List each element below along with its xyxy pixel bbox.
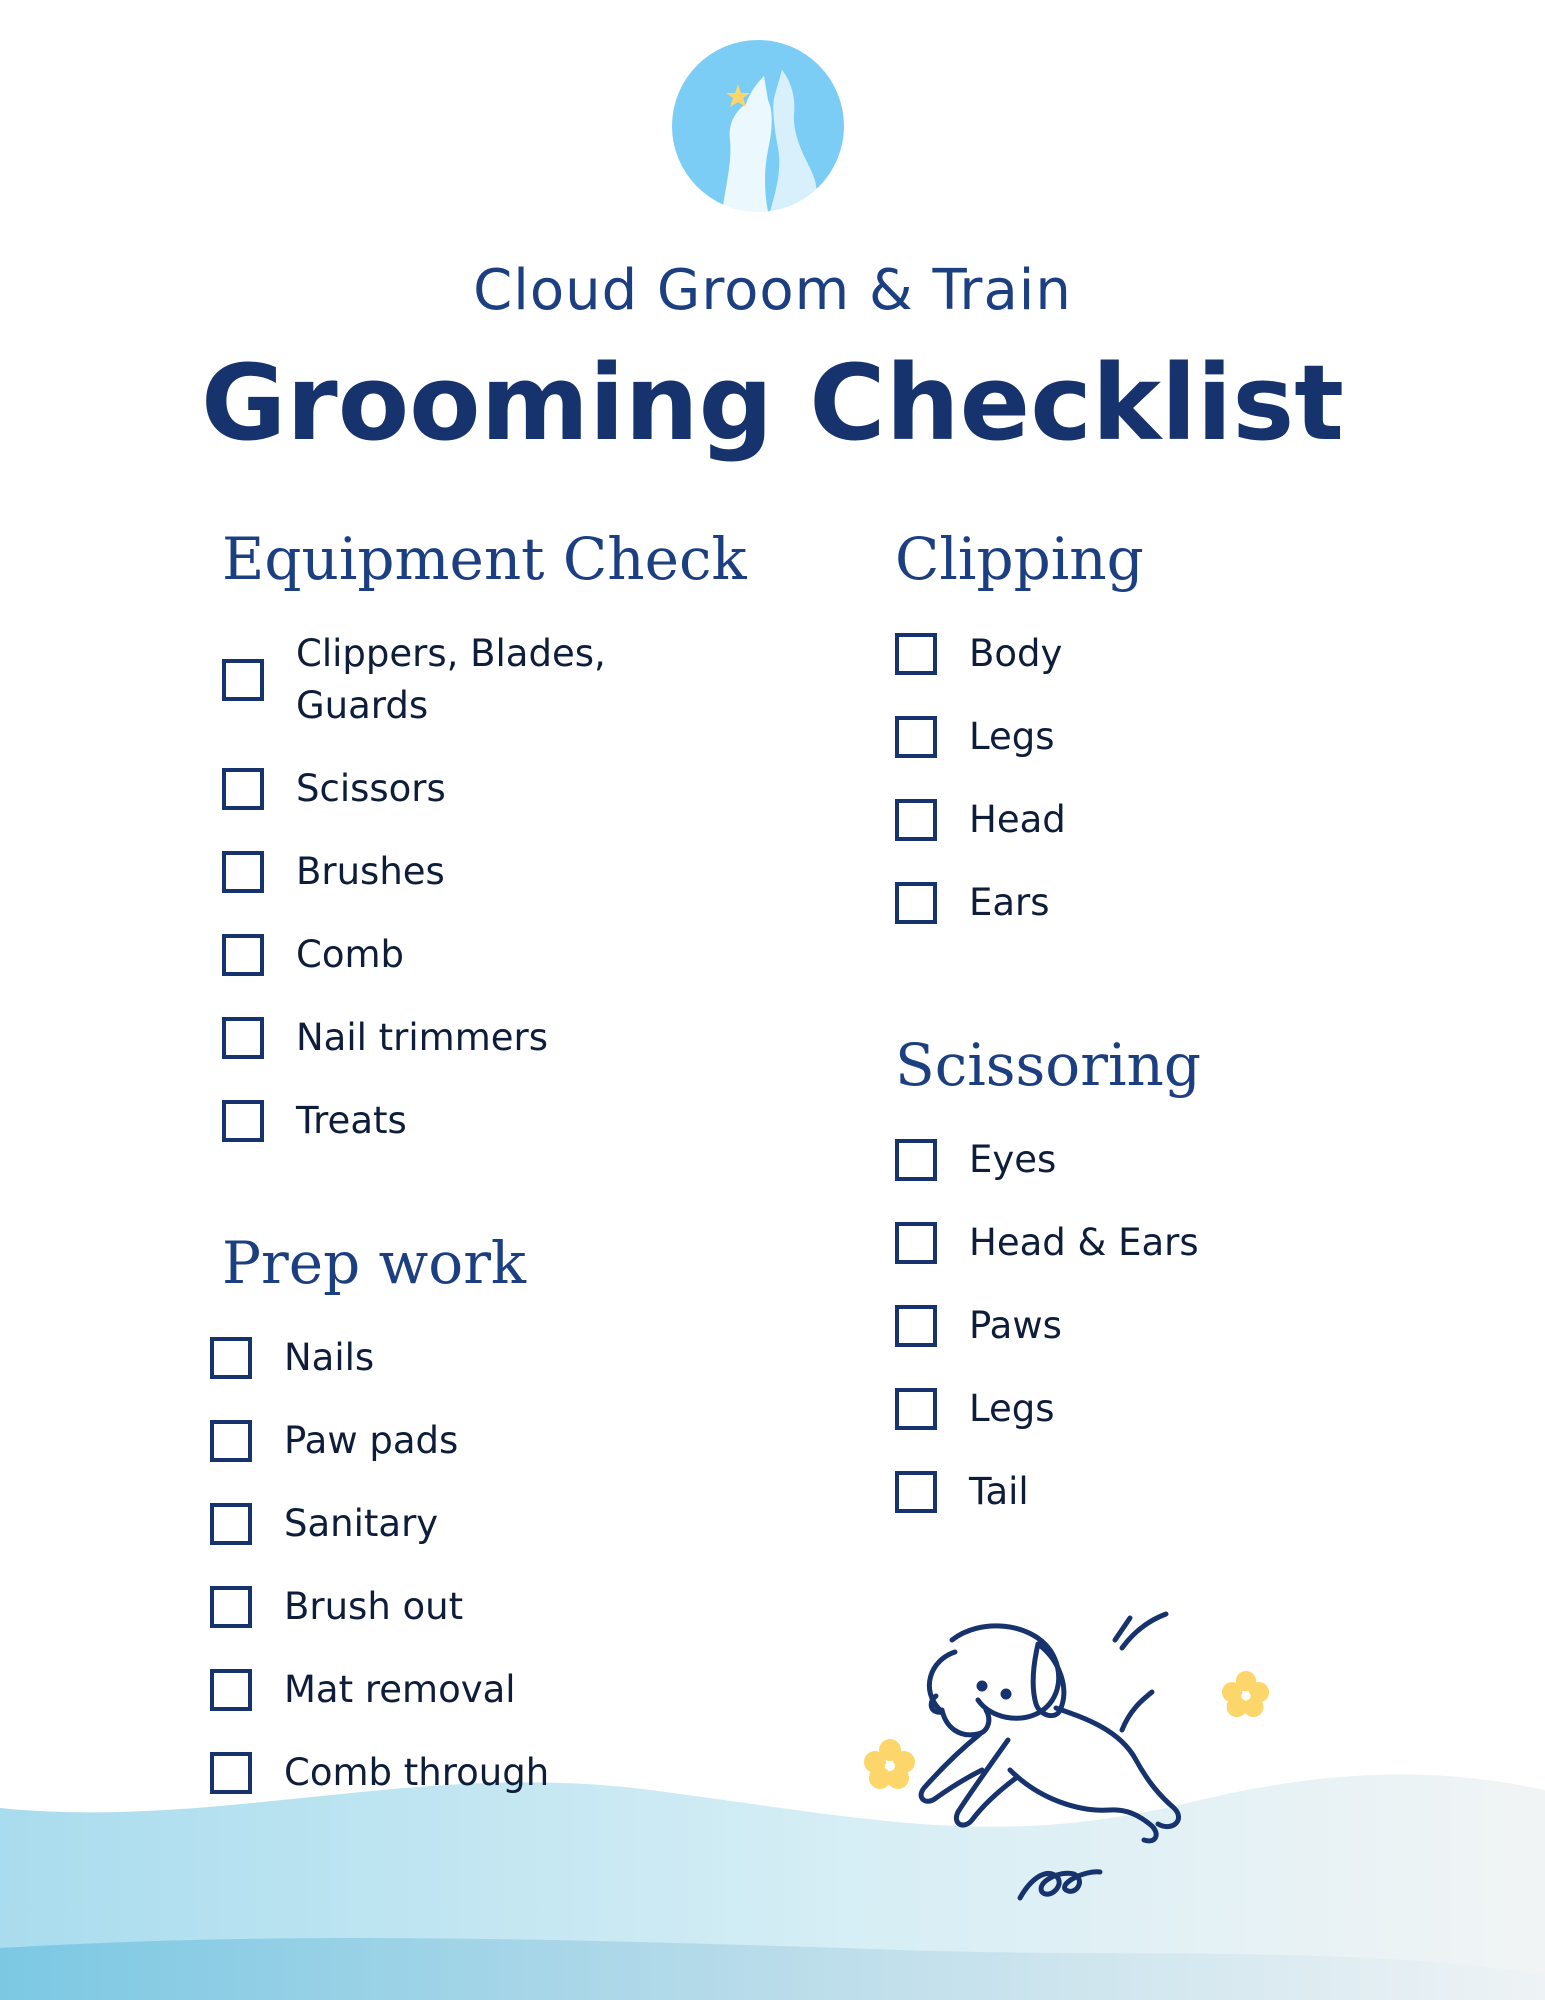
checklist-item [222,1498,549,1550]
checkbox[interactable] [895,882,937,924]
item-label: Body [969,631,1063,675]
item-label: Head & Ears [969,1220,1199,1264]
item-label: Head [969,797,1066,841]
section-heading: Clipping [895,525,1144,593]
item-label: Nails [284,1335,375,1379]
item-label: Nail trimmers [296,1015,549,1059]
checkbox[interactable] [222,851,264,893]
dog-high-five-logo [672,40,844,212]
checkbox[interactable] [895,1388,937,1430]
item-label: Clippers, Blades, Guards [296,631,606,727]
item-label: Legs [969,1386,1055,1430]
brand-name: Cloud Groom & Train [473,258,1072,323]
checkbox[interactable] [210,1503,252,1545]
section-heading: Scissoring [895,1031,1201,1099]
checkbox[interactable] [222,934,264,976]
checkbox[interactable] [895,633,937,675]
checklist-item [895,628,1144,680]
puppy-illustration [860,1600,1260,1920]
checkbox[interactable] [222,1017,264,1059]
section-prep-work [222,1229,550,1830]
checklist-item [222,1332,549,1384]
checkbox[interactable] [895,1139,937,1181]
item-label: Sanitary [284,1501,439,1545]
checkbox[interactable] [210,1420,252,1462]
checkbox[interactable] [210,1586,252,1628]
checklist-item [222,1415,549,1467]
checklist-item [895,711,1144,763]
checkbox[interactable] [895,1222,937,1264]
page-title: Grooming Checklist [201,342,1344,464]
item-label: Treats [296,1098,407,1142]
checklist-item [895,1300,1201,1352]
item-label: Paws [969,1303,1062,1347]
checklist-item [222,846,747,898]
checkbox[interactable] [895,1471,937,1513]
item-label: Brush out [284,1584,464,1628]
item-label: Eyes [969,1137,1057,1181]
section-clipping [895,525,1144,960]
checklist-item [222,1095,747,1147]
checkbox[interactable] [210,1669,252,1711]
checkbox[interactable] [222,659,264,701]
section-heading: Equipment Check [222,525,747,593]
checkbox[interactable] [222,768,264,810]
item-label: Scissors [296,766,446,810]
checklist-item [895,1466,1201,1518]
checklist-item [895,1134,1201,1186]
checklist-item [222,1581,549,1633]
checkbox[interactable] [895,799,937,841]
checkbox[interactable] [210,1337,252,1379]
checklist-item [895,1383,1201,1435]
flower-icon [1222,1670,1270,1718]
section-heading: Prep work [222,1229,527,1297]
checkbox[interactable] [222,1100,264,1142]
section-scissoring [895,1031,1201,1549]
item-label: Comb [296,932,405,976]
checkbox[interactable] [210,1752,252,1794]
checklist-item [222,1012,747,1064]
flower-icon [864,1738,916,1790]
item-label: Legs [969,714,1055,758]
checklist-item [222,1664,549,1716]
checklist-item [222,929,747,981]
checkbox[interactable] [895,1305,937,1347]
item-label: Ears [969,880,1050,924]
checklist-item [222,763,747,815]
item-label: Tail [969,1469,1029,1513]
item-label: Mat removal [284,1667,516,1711]
item-label: Paw pads [284,1418,459,1462]
checklist-item [895,794,1144,846]
checklist-item [895,1217,1201,1269]
item-label: Comb through [284,1750,550,1794]
checklist-item [222,628,747,732]
section-equipment-check [222,525,747,1178]
checklist-item [895,877,1144,929]
item-label: Brushes [296,849,445,893]
checklist-item [222,1747,549,1799]
checkbox[interactable] [895,716,937,758]
